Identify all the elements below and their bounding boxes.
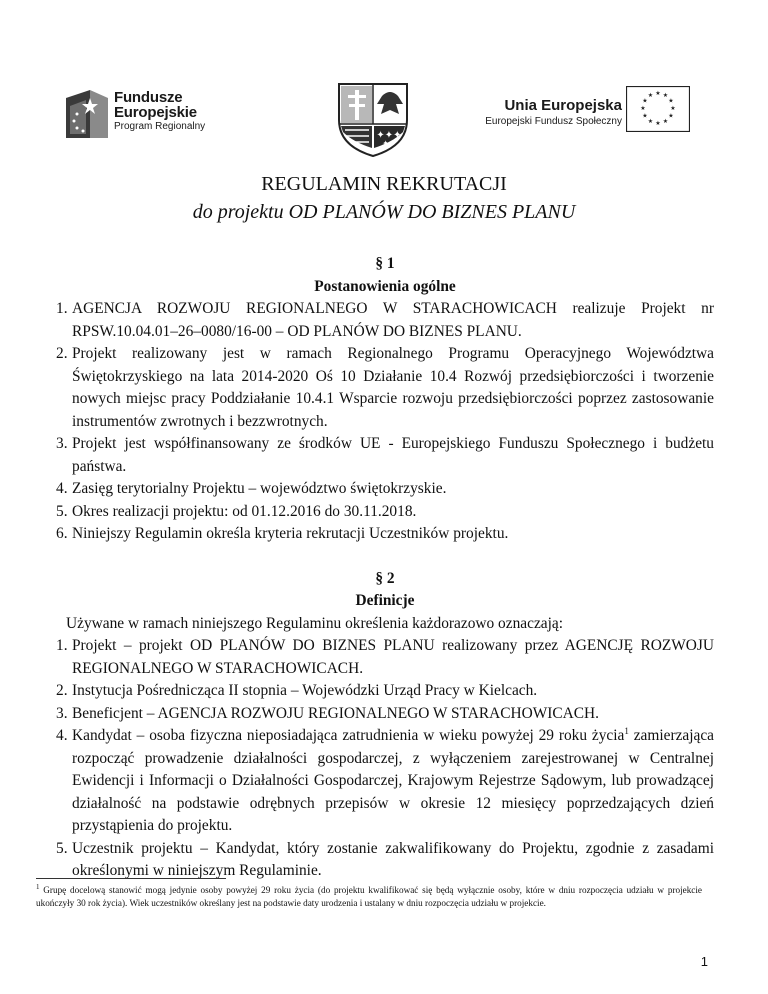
fe-logo-line3: Program Regionalny [114, 121, 206, 132]
list-item [56, 523, 714, 546]
footnote-marker: 1 [36, 883, 40, 891]
eu-flag-icon [626, 86, 690, 132]
item-number: 4. [56, 480, 68, 497]
unia-europejska-text [485, 96, 622, 129]
item-number: 3. [56, 435, 68, 452]
item-text: Okres realizacji projektu: od 01.12.2016 do 30.11.2018. [72, 502, 417, 520]
item-number: 2. [56, 345, 68, 362]
list-item [56, 298, 714, 343]
section-1-heading: Postanowienia ogólne [314, 277, 456, 295]
item-number: 6. [56, 525, 68, 542]
section-2-heading: Definicje [355, 592, 415, 609]
list-item [56, 343, 714, 433]
item-text: Uczestnik projektu – Kandydat, który zostanie zakwalifikowany do Projektu, zgodnie z zasadami określonymi w niniejszym Regulaminie. [72, 839, 714, 879]
fe-logo-line2: Europejskie [114, 104, 197, 121]
fundusze-europejskie-logo [66, 84, 226, 140]
item-number: 2. [56, 682, 68, 699]
list-item [56, 478, 714, 501]
item-text: AGENCJA ROZWOJU REGIONALNEGO W STARACHOWICACH realizuje Projekt nr RPSW.10.04.01–26–0080/16-00 – OD PLANÓW DO BIZNES PLANU. [72, 300, 714, 340]
svg-text:★: ★ [668, 112, 674, 120]
svg-text:✦✦: ✦✦ [382, 139, 396, 148]
unia-europejska-logo [458, 90, 708, 138]
svg-text:★: ★ [662, 92, 669, 99]
item-text: Instytucja Pośrednicząca II stopnia – Wojewódzki Urząd Pracy w Kielcach. [72, 682, 538, 699]
section-2-number: § 2 [375, 569, 395, 587]
svg-text:★: ★ [647, 118, 654, 125]
swietokrzyskie-crest-icon [333, 80, 413, 158]
item-number: 1. [56, 300, 68, 317]
list-item [56, 838, 714, 883]
page-number: 1 [700, 954, 708, 969]
item-text: Kandydat – osoba fizyczna nieposiadająca zatrudnienia w wieku powyżej 29 roku życia [72, 727, 625, 744]
document-body [56, 253, 714, 883]
svg-text:✦✦✦: ✦✦✦ [376, 130, 402, 141]
svg-text:★: ★ [655, 120, 661, 127]
item-number: 4. [56, 727, 68, 744]
list-item [56, 703, 714, 726]
fundusze-europejskie-mark-icon [66, 88, 108, 138]
section-1-number: § 1 [375, 255, 395, 272]
svg-text:★: ★ [640, 105, 646, 112]
svg-text:★: ★ [642, 97, 648, 105]
item-text: Projekt jest współfinansowany ze środków UE - Europejskiego Funduszu Społecznego i budżetu państwa. [72, 435, 714, 475]
document-subtitle: do projektu OD PLANÓW DO BIZNES PLANU [192, 201, 576, 223]
logo-bar [0, 76, 768, 156]
footnote-text: Grupę docelową stanowić mogą jedynie osoby powyżej 29 roku życia (do projektu kwalifikować się będą wyłącznie osoby, które w dniu rozpoczęcia udziału w projekcie ukończyły 30 rok życia). Wiek uczestników określany jest na podstawie daty urodzenia i ustalany w dniu rozpoczęcia udziału w projekcie. [36, 885, 703, 908]
svg-text:★: ★ [670, 105, 676, 112]
section-1-list [56, 298, 714, 546]
item-text: Projekt – projekt OD PLANÓW DO BIZNES PLANU realizowany przez AGENCJĘ ROZWOJU REGIONALNEGO W STARACHOWICACH. [72, 637, 714, 677]
list-item [56, 680, 714, 703]
svg-text:★: ★ [668, 97, 674, 105]
list-item [56, 725, 714, 838]
svg-text:★: ★ [655, 90, 661, 97]
list-item [56, 433, 714, 478]
fe-logo-line1: Fundusze [114, 89, 183, 106]
list-item [56, 635, 714, 680]
section-2-intro: Używane w ramach niniejszego Regulaminu określenia każdorazowo oznaczają: [66, 614, 563, 632]
item-number: 3. [56, 704, 68, 722]
section-2-list [56, 635, 714, 883]
fundusze-europejskie-text [114, 90, 205, 134]
svg-text:★: ★ [647, 92, 654, 99]
eu-logo-subtitle: Europejski Fundusz Społeczny [485, 116, 622, 127]
item-number: 5. [56, 839, 68, 857]
item-number: 1. [56, 637, 68, 654]
item-text: Beneficjent – AGENCJA ROZWOJU REGIONALNEGO W STARACHOWICACH. [72, 704, 599, 722]
document-title: REGULAMIN REKRUTACJI [261, 173, 507, 195]
footnote [36, 884, 702, 910]
footnote-ref[interactable]: 1 [624, 726, 629, 736]
svg-text:★: ★ [662, 118, 669, 125]
item-text-continued: zamierzająca rozpocząć prowadzenie działalności gospodarczej, z wyłączeniem zarejestrowanej w Centralnej Ewidencji i Informacji o Działalności Gospodarczej, Krajowym Rejestrze Sądowym, lub prowadzącej działalność na podstawie odrębnych przepisów w okresie 12 miesięcy poprzedzających dzień przystąpienia do projektu. [72, 727, 714, 834]
list-item [56, 501, 714, 524]
item-number: 5. [56, 502, 68, 520]
item-text: Zasięg terytorialny Projektu – województwo świętokrzyskie. [72, 480, 447, 497]
section-spacer [56, 546, 714, 568]
item-text: Niniejszy Regulamin określa kryteria rekrutacji Uczestników projektu. [72, 525, 509, 542]
item-text: Projekt realizowany jest w ramach Regionalnego Programu Operacyjnego Województwa Świętokrzyskiego na lata 2014-2020 Oś 10 Działanie 10.4 Rozwój przedsiębiorczości i tworzenie nowych miejsc pracy Poddziałanie 10.4.1 Wsparcie rozwoju przedsiębiorczości poprzez zastosowanie instrumentów zwrotnych i bezzwrotnych. [72, 345, 714, 430]
footnote-separator [36, 878, 226, 879]
eu-logo-title: Unia Europejska [504, 97, 622, 114]
svg-text:★: ★ [642, 112, 648, 120]
